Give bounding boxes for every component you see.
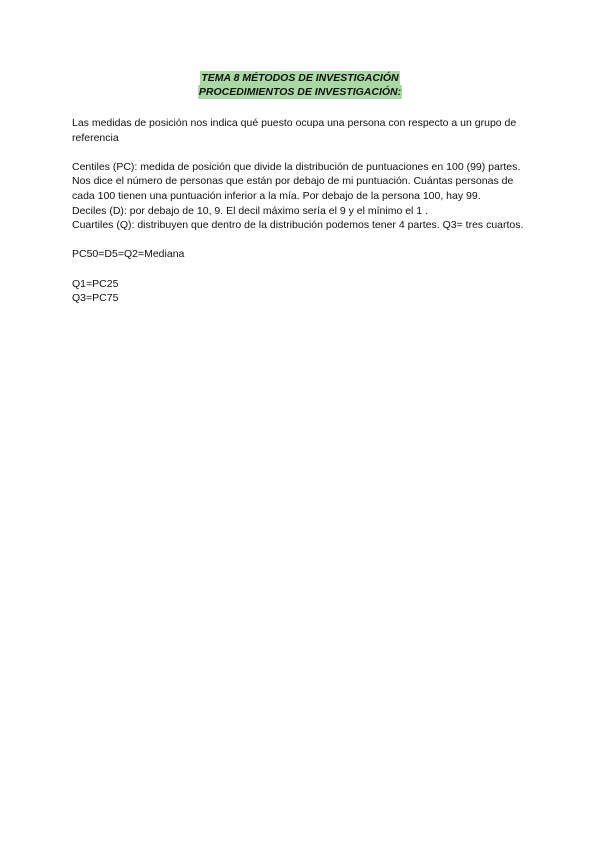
document-title bbox=[0, 71, 600, 99]
deciles-paragraph: Deciles (D): por debajo de 10, 9. El decil máximo sería el 9 y el mínimo el 1 . bbox=[72, 204, 428, 217]
document-body bbox=[72, 116, 534, 306]
title-line-1: TEMA 8 MÉTODOS DE INVESTIGACIÓN bbox=[201, 72, 399, 84]
intro-paragraph: Las medidas de posición nos indica qué puesto ocupa una persona con respecto a un grupo de referencia bbox=[72, 117, 517, 144]
centiles-paragraph: Centiles (PC): medida de posición que divide la distribución de puntuaciones en 100 (99) partes. Nos dice el número de personas que están por debajo de mi puntuación. Cuántas personas de cada 100 tienen una puntuación inferior a la mía. Por debajo de la persona 100, hay 99. bbox=[72, 160, 521, 202]
cuartiles-paragraph: Cuartiles (Q): distribuyen que dentro de la distribución podemos tener 4 partes. Q3= tres cuartos. bbox=[72, 219, 524, 232]
q3-line: Q3=PC75 bbox=[72, 292, 119, 305]
q1-line: Q1=PC25 bbox=[72, 277, 119, 290]
title-line-2: PROCEDIMIENTOS DE INVESTIGACIÓN: bbox=[198, 86, 402, 98]
equivalence-line: PC50=D5=Q2=Mediana bbox=[72, 248, 185, 261]
